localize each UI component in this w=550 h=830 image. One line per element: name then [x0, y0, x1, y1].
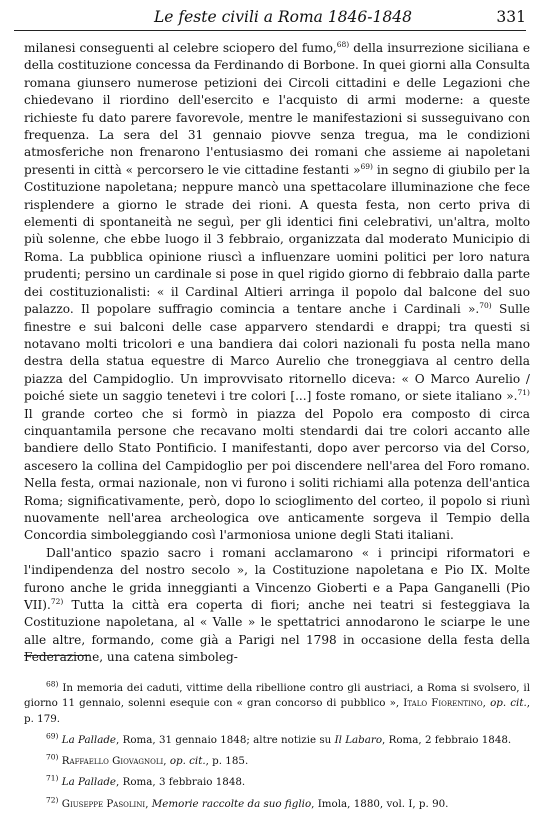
- header-rule: [14, 30, 526, 31]
- footnote-text: ,: [145, 797, 152, 810]
- footnotes: [24, 681, 530, 818]
- footnote-72: [24, 797, 530, 812]
- footnote-ref-71: 71): [517, 388, 530, 398]
- footnote-work: Memorie raccolte da suo figlio: [151, 797, 312, 810]
- footnote-work: La Pallade: [61, 776, 117, 789]
- text-run: della insurrezione siciliana e della costituzione concessa da Ferdinando di Borbone. In quei giorni alla Consulta romana giunsero numerose petizioni dei Circoli cittadini e delle Legazioni che chiedevano il riordino dell'esercito e l'acquisto di armi moderne: a queste richieste fu dato parere favorevole, mentre le manifestazioni si susseguivano con frequenza. La sera del 31 gennaio piovve senza tregua, ma le condizioni atmosferiche non frenarono l'entusiasmo dei romani che assieme ai napoletani presenti in città « percorsero le vie cittadine festanti »: [24, 41, 530, 177]
- footnote-text: , Roma, 2 febbraio 1848.: [382, 733, 512, 746]
- footnote-number: 72): [46, 795, 59, 805]
- footnote-text: ,: [163, 755, 170, 768]
- footnote-work: La Pallade: [61, 733, 117, 746]
- footnote-number: 71): [46, 774, 59, 784]
- footnote-text: , p. 179.: [24, 697, 531, 725]
- footnote-70: [24, 754, 530, 769]
- footnote-number: 68): [46, 679, 59, 689]
- footnote-ref-72: 72): [50, 596, 64, 606]
- footnote-author: Raffaello Giovagnoli: [61, 755, 164, 768]
- paragraph-2: [24, 545, 530, 667]
- footnote-text: , Imola, 1880, vol. I, p. 90.: [311, 797, 449, 810]
- text-run: milanesi conseguenti al celebre sciopero del fumo,: [24, 41, 337, 55]
- text-run: Il grande corteo che si formò in piazza del Popolo era composto di circa cinquantamila persone che recavano molti stendardi dai tre colori accanto alle bandiere dello Stato Pontificio. I manifestanti, dopo aver percorso via del Corso, ascesero la collina del Campidoglio per poi discendere nell'area del Foro romano. Nella festa, ormai nazionale, non vi furono i soliti richiami alla potenza dell'antica Roma; significativamente, però, dopo lo scioglimento del corteo, il popolo si riunì nuovamente nell'area archeologica ove anticamente sorgeva il Tempio della Concordia simboleggiando così l'armoniosa unione degli Stati italiani.: [24, 406, 530, 543]
- text-run: Dall'antico spazio sacro i romani acclamarono « i principi riformatori e l'indipendenza del nostro secolo », la Costituzione napoletana e Pio IX. Molte furono anche le grida inneggianti a Vincenzo Gioberti e a Papa Ganganelli (Pio VII).: [24, 545, 530, 612]
- running-header: [14, 8, 526, 30]
- footnote-68: [24, 681, 530, 727]
- text-run: in segno di giubilo per la Costituzione napoletana; neppure mancò una spettacolare illuminazione che fece risplendere a giorno le strade dei rioni. A questa festa, non certo priva di elementi di spontaneità ne seguì, per gli identici fini celebrativi, un'altra, molto più solenne, che ebbe luogo il 3 febbraio, organizzata dal moderato Municipio di Roma. La pubblica opinione riuscì a influenzare uomini politici per loro natura prudenti; persino un cardinale si pose in quel rigido giorno di febbraio dalla parte dei costituzionalisti: « il Cardinal Altieri arringa il popolo dal balcone del suo palazzo. Il popolare suffragio comincia a tentare anche i Cardinali ».: [24, 162, 531, 317]
- paragraph-1: [24, 40, 530, 545]
- footnote-work: op. cit.: [169, 755, 206, 768]
- footnote-text: , Roma, 3 febbraio 1848.: [116, 776, 246, 789]
- footnote-separator: [24, 655, 90, 656]
- footnote-number: 69): [46, 731, 59, 741]
- footnote-author: Giuseppe Pasolini: [61, 797, 146, 810]
- footnote-text: , Roma, 31 gennaio 1848; altre notizie su: [116, 733, 335, 746]
- footnote-author: Italo Fiorentino: [403, 697, 483, 710]
- footnote-71: [24, 775, 530, 790]
- text-run: Sulle finestre e sui balconi delle case apparvero stendardi e drappi; tra questi si notavano molti tricolori e una bandiera dai colori nazionali fu posta nella mano destra della statua equestre di Marco Aurelio che troneggiava al centro della piazza del Campidoglio. Un improvvisato ritornello diceva: « O Marco Aurelio / poiché siete un saggio tenetevi i tre colori [...] foste romano, or siete italiano ».: [24, 302, 531, 404]
- text-run: Tutta la città era coperta di fiori; anche nei teatri si festeggiava la Costituzione napoletana, al « Valle » le spettatrici annodarono le sciarpe le une alle altre, formando, come già a Parigi nel 1798 in occasione della festa della Federazione, una catena simboleg-: [24, 598, 530, 665]
- footnote-69: [24, 733, 530, 748]
- footnote-ref-69: 69): [360, 161, 373, 171]
- footnote-text: , p. 185.: [205, 755, 249, 768]
- page-number: 331: [496, 8, 526, 26]
- running-title: Le feste civili a Roma 1846-1848: [154, 8, 412, 26]
- footnote-text: In memoria dei caduti, vittime della ribellione contro gli austriaci, a Roma si svolsero, il giorno 11 gennaio, solenni esequie con « gran concorso di pubblico »,: [24, 682, 530, 710]
- main-text: [24, 40, 530, 667]
- footnote-number: 70): [46, 752, 59, 762]
- footnote-ref-68: 68): [336, 39, 350, 49]
- footnote-text: ,: [482, 697, 491, 710]
- footnote-ref-70: 70): [479, 301, 492, 311]
- footnote-work: op. cit.: [490, 697, 527, 710]
- footnote-work: Il Labaro: [334, 733, 383, 746]
